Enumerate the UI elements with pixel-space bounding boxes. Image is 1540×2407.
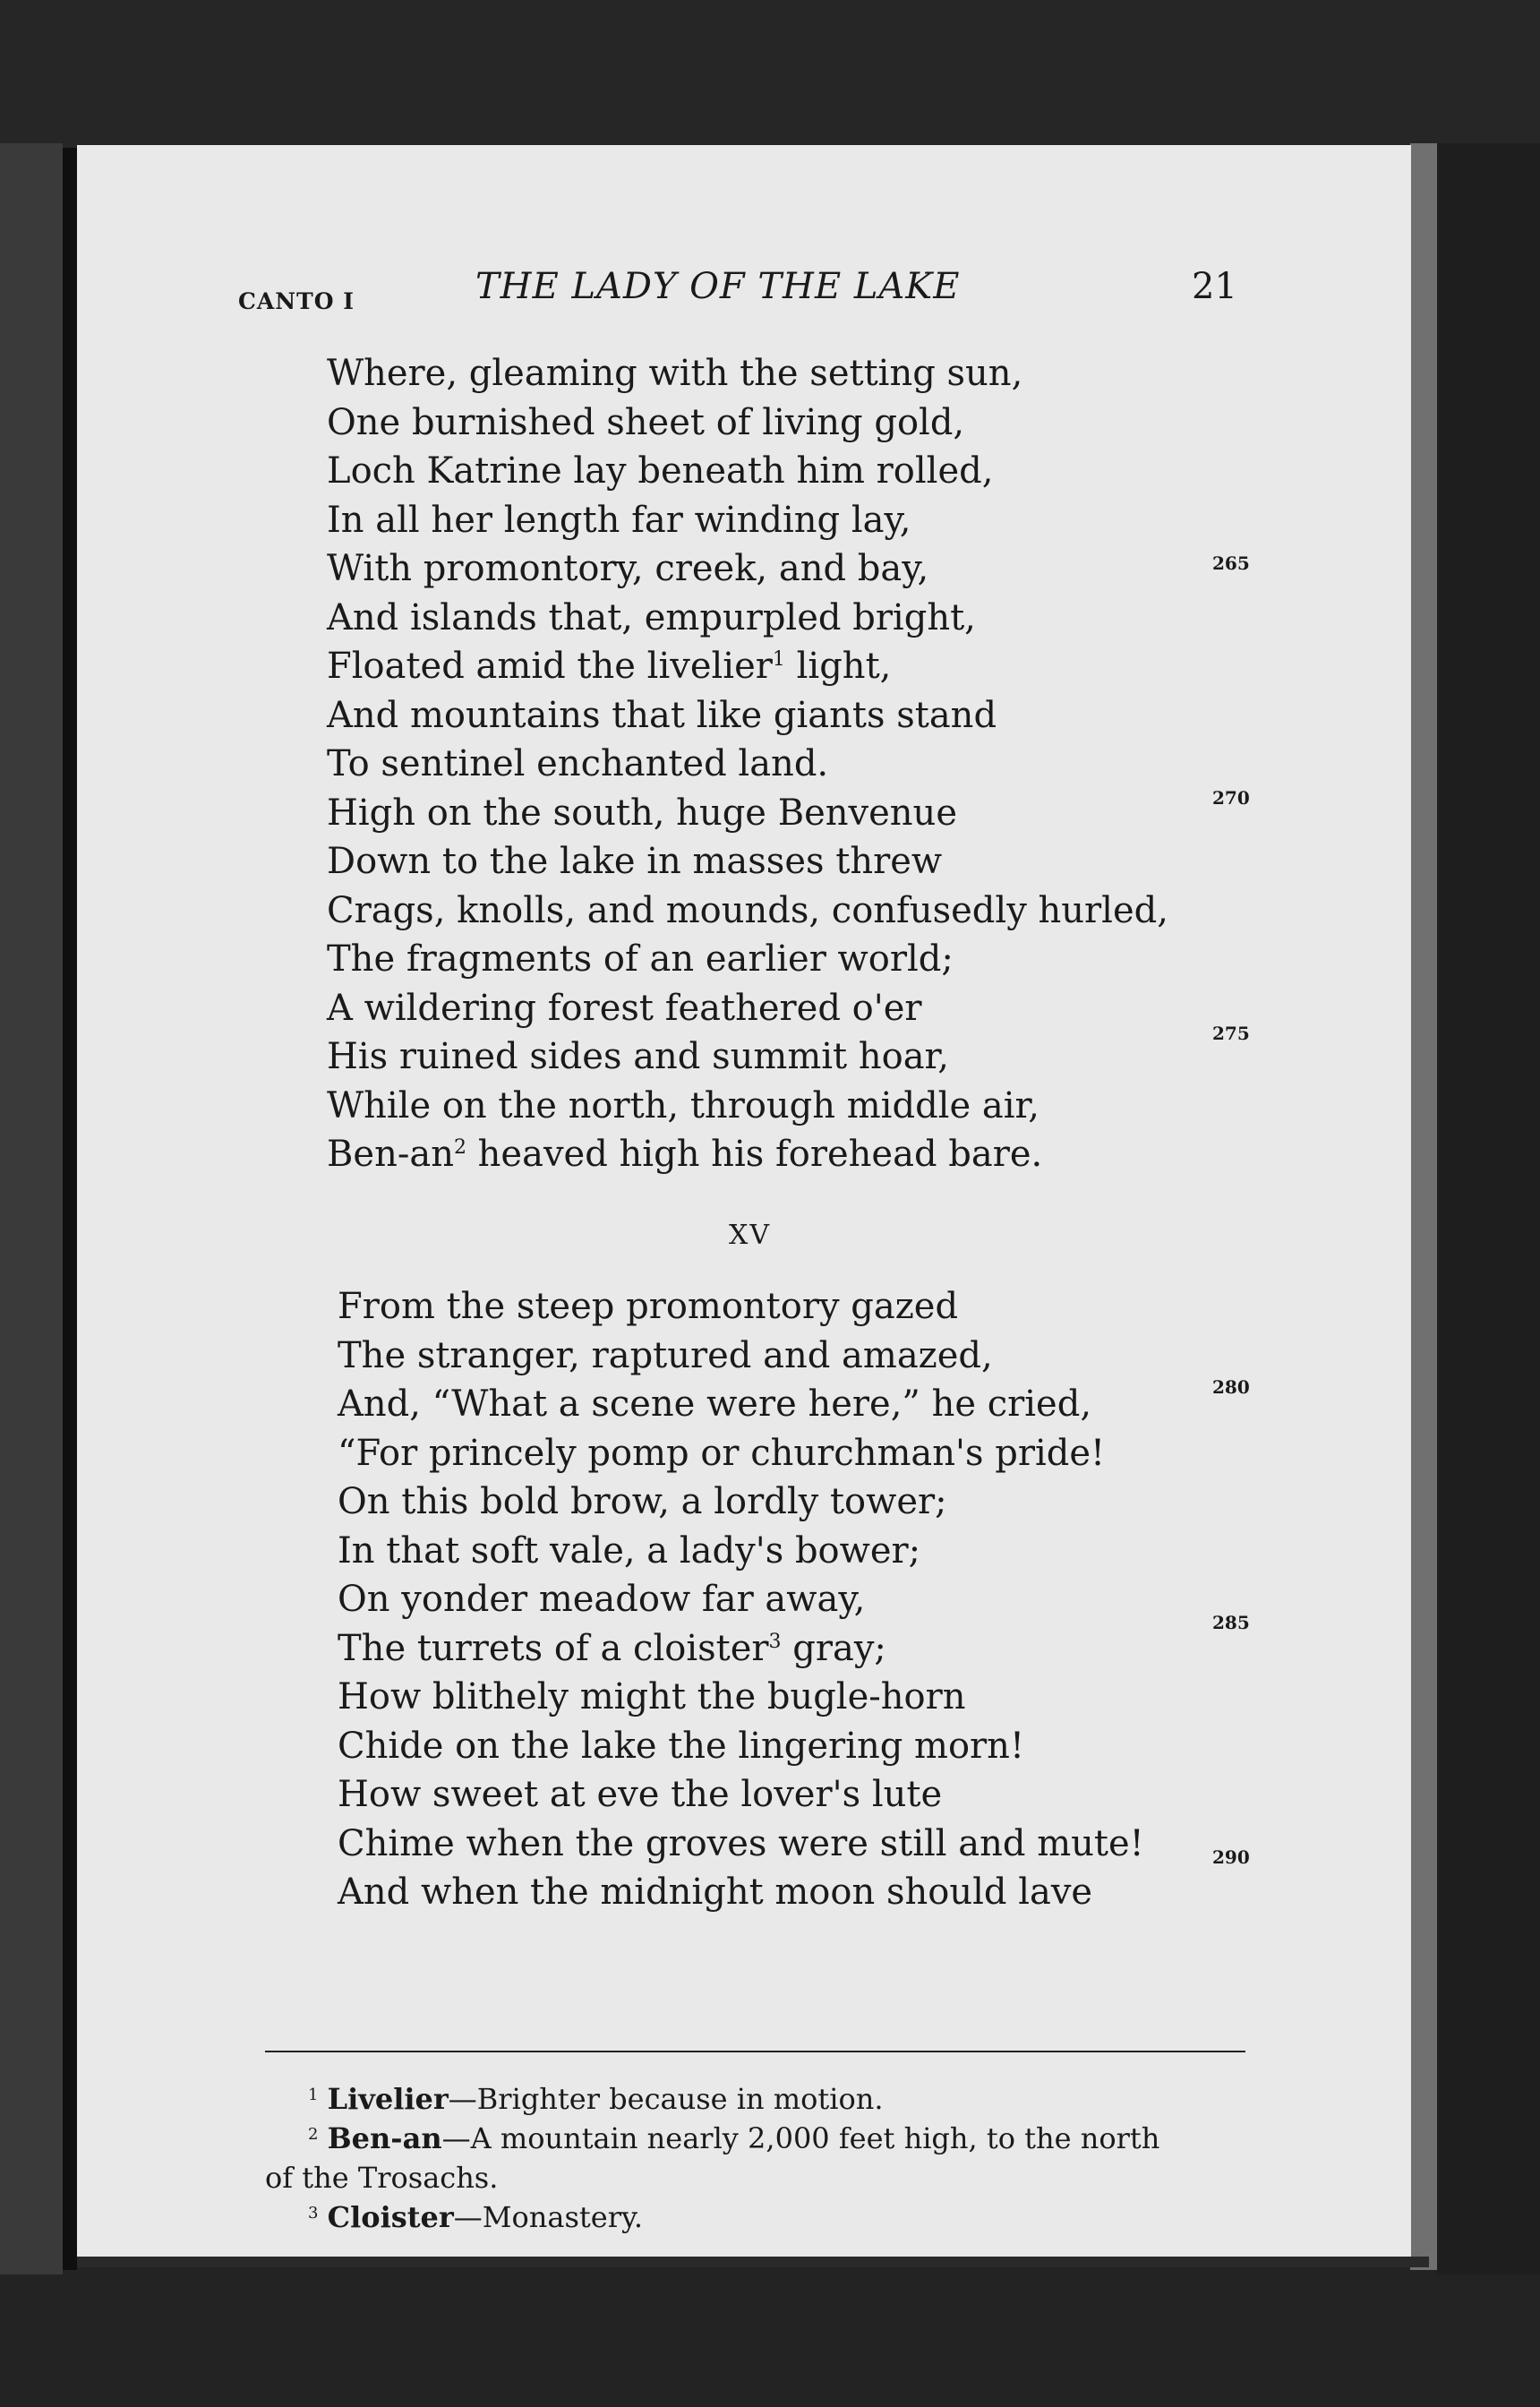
- line-number: 265: [1212, 552, 1250, 574]
- verse-line: [338, 1624, 1144, 1674]
- verse-line: And mountains that like giants stand: [327, 694, 997, 736]
- stanza-xiv-continued: [327, 349, 1168, 1179]
- verse-line: How blithely might the bugle-horn: [338, 1676, 966, 1717]
- book-page: [77, 145, 1411, 2266]
- verse-line: [327, 642, 1168, 691]
- footnote-continuation: of the Trosachs.: [265, 2161, 499, 2195]
- verse-text: Ben-an: [327, 1134, 454, 1175]
- verse-line: One burnished sheet of living gold,: [327, 401, 965, 443]
- verse-text: light,: [796, 646, 892, 687]
- line-number: 285: [1212, 1612, 1250, 1633]
- verse-line: On yonder meadow far away,: [338, 1579, 866, 1620]
- stanza-xv: [338, 1282, 1144, 1917]
- verse-line: The stranger, raptured and amazed,: [338, 1334, 993, 1376]
- footnote-text: —Monastery.: [453, 2200, 643, 2234]
- verse-line: High on the south, huge Benvenue: [327, 792, 957, 834]
- book-spine-line: [63, 148, 77, 2270]
- footnote: [265, 2197, 1250, 2237]
- line-number: 275: [1212, 1023, 1250, 1044]
- verse-text: The turrets of a cloister: [338, 1627, 769, 1669]
- verse-text: Floated amid the livelier: [327, 646, 773, 687]
- verse-line: And, “What a scene were here,” he cried,: [338, 1383, 1092, 1425]
- verse-line: In all her length far winding lay,: [327, 499, 911, 541]
- verse-line: A wildering forest feathered o'er: [327, 987, 922, 1029]
- footnote-term: Ben-an: [327, 2121, 442, 2155]
- verse-line: With promontory, creek, and bay,: [327, 548, 929, 589]
- footnote-term: Livelier: [327, 2082, 449, 2116]
- verse-line: On this bold brow, a lordly tower;: [338, 1481, 947, 1522]
- footnote-number: 3: [308, 2204, 319, 2223]
- verse-line: While on the north, through middle air,: [327, 1084, 1040, 1126]
- footnote-text: —A mountain nearly 2,000 feet high, to the north: [441, 2121, 1160, 2155]
- verse-line: How sweet at eve the lover's lute: [338, 1774, 943, 1815]
- background-bottom: [0, 2257, 1540, 2407]
- verse-line: Where, gleaming with the setting sun,: [327, 353, 1023, 394]
- verse-line: Down to the lake in masses threw: [327, 841, 943, 882]
- line-number: 280: [1212, 1376, 1250, 1398]
- background-top: [0, 0, 1540, 148]
- verse-line: His ruined sides and summit hoar,: [327, 1036, 949, 1077]
- verse-line: “For princely pomp or churchman's pride!: [338, 1432, 1106, 1474]
- verse-line: In that soft vale, a lady's bower;: [338, 1529, 921, 1572]
- verse-line: And islands that, empurpled bright,: [327, 596, 976, 638]
- footnote-ref[interactable]: 2: [453, 1136, 466, 1159]
- verse-line: Chime when the groves were still and mute!: [338, 1822, 1144, 1864]
- footnotes: [265, 2079, 1250, 2237]
- stanza-number: XV: [729, 1220, 772, 1251]
- verse-line: From the steep promontory gazed: [338, 1286, 959, 1327]
- footnote: [265, 2119, 1250, 2158]
- line-number: 290: [1212, 1846, 1250, 1868]
- footnote-ref[interactable]: 1: [772, 648, 785, 671]
- footnote-text: —Brighter because in motion.: [448, 2082, 884, 2116]
- running-head-canto: CANTO I: [238, 288, 355, 314]
- page-bottom-edge: [77, 2257, 1429, 2267]
- verse-line: Crags, knolls, and mounds, confusedly hurled,: [327, 889, 1168, 931]
- verse-line: Chide on the lake the lingering morn!: [338, 1725, 1025, 1767]
- verse-line: The fragments of an earlier world;: [327, 938, 954, 980]
- verse-line: Loch Katrine lay beneath him rolled,: [327, 450, 994, 492]
- footnote-number: 1: [308, 2086, 319, 2104]
- footnote-term: Cloister: [327, 2200, 454, 2234]
- footnote-ref[interactable]: 3: [768, 1630, 782, 1653]
- running-head-title: THE LADY OF THE LAKE: [475, 266, 961, 307]
- verse-text: heaved high his forehead bare.: [477, 1134, 1043, 1175]
- background-right: [1437, 143, 1540, 2274]
- book-left-edge: [0, 143, 63, 2274]
- page-number: 21: [1192, 266, 1237, 307]
- footnote-number: 2: [308, 2125, 319, 2144]
- line-number: 270: [1212, 787, 1250, 809]
- footnote-divider: [265, 2051, 1245, 2052]
- verse-text: gray;: [792, 1627, 886, 1669]
- footnote: [265, 2079, 1250, 2119]
- page-right-edge: [1410, 143, 1437, 2270]
- verse-line: To sentinel enchanted land.: [327, 743, 829, 784]
- verse-line: [327, 1130, 1168, 1179]
- verse-line: And when the midnight moon should lave: [338, 1872, 1093, 1913]
